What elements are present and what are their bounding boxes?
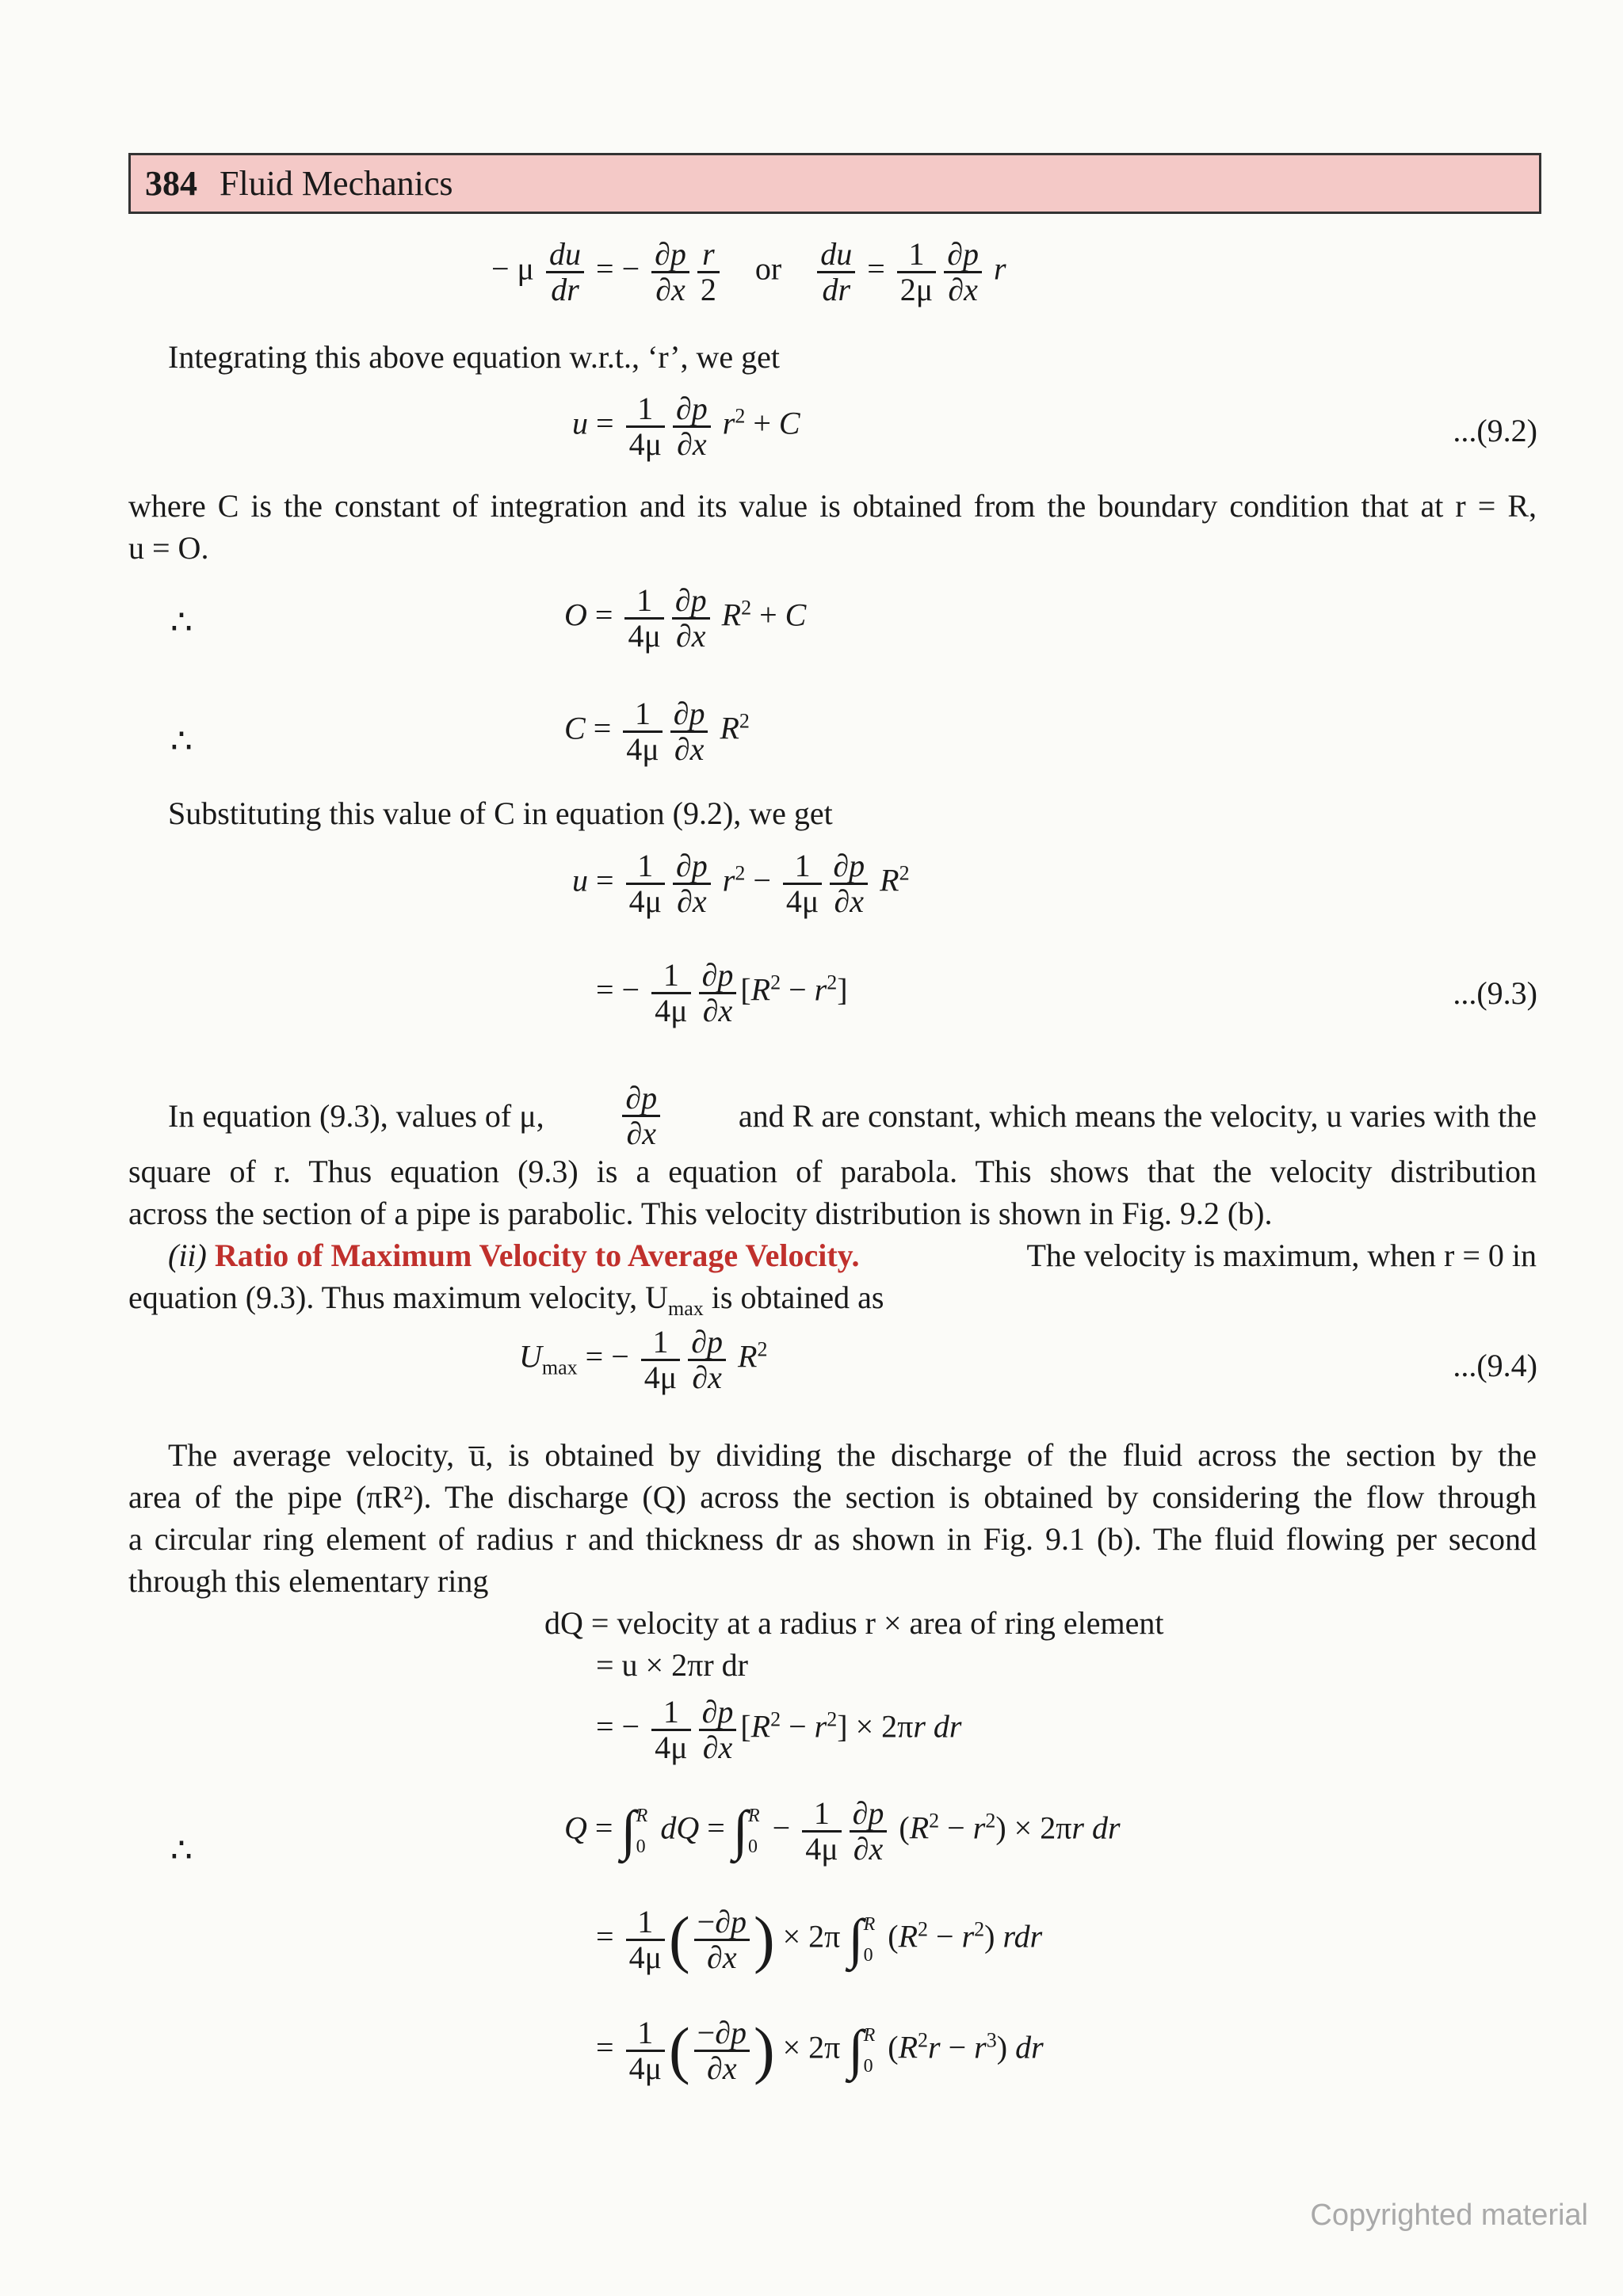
equation-number-9-3: ...(9.3) (1453, 975, 1537, 1011)
text-dq-line1: dQ = velocity at a radius r × area of ring element (544, 1605, 1164, 1641)
text-where-c-line2: u = O. (128, 530, 209, 566)
book-title: Fluid Mechanics (220, 164, 453, 203)
equation-number-9-2: ...(9.2) (1453, 413, 1537, 448)
text-where-c-line1: where C is the constant of integration and its value is obtained from the boundary condition that at r = R, (128, 488, 1537, 524)
equation-9-2: u = $\frac{1}{4\mu}$ $\frac{\partial p}{\partial x}$ $r^2 + C$ (572, 391, 800, 462)
text-ratio-line1 (168, 1234, 1537, 1276)
text-substituting: Substituting this value of C in equation (9.2), we get (168, 795, 833, 831)
page-number: 384 (145, 164, 197, 203)
page-header (128, 153, 1541, 214)
text-ratio-rest: The velocity is maximum, when r = 0 in (1026, 1238, 1537, 1273)
text-avg-line3: a circular ring element of radius r and thickness dr as shown in Fig. 9.1 (b). The fluid flowing per second (128, 1521, 1537, 1557)
equation-dq: = − $\frac{1}{4\mu}$ $\frac{\partial p}{\partial x}$ $[R^2 - r^2] \times 2\pi r$ dr (596, 1694, 962, 1765)
section-heading-ratio: Ratio of Maximum Velocity to Average Velocity. (214, 1238, 860, 1273)
therefore-symbol: ∴ (170, 603, 193, 642)
equation-q-integral: Q = ∫ R 0 dQ = ∫ R 0 − $\frac{1}{4\mu}$ $\frac{\partial p}{\partial x}$ $(R^2 - r^2) \times 2\pi r$ dr (564, 1795, 1121, 1867)
text-avg-line1: The average velocity, u̅, is obtained by dividing the discharge of the fluid across the section by the (168, 1437, 1537, 1473)
copyright-watermark: Copyrighted material (1310, 2199, 1588, 2232)
equation-9-4: $U_{max}$ = − $\frac{1}{4\mu}$ $\frac{\partial p}{\partial x}$ $R^2$ (519, 1324, 768, 1395)
text-integrating: Integrating this above equation w.r.t., ‘r’, we get (168, 339, 780, 375)
equation-number-9-4: ...(9.4) (1453, 1348, 1537, 1383)
text-ratio-num: (ii) (168, 1238, 207, 1273)
therefore-symbol: ∴ (170, 722, 193, 761)
fraction-dp-dx: $\frac{\partial p}{\partial x}$ (622, 1081, 660, 1150)
equation-velocity-expanded: u = $\frac{1}{4\mu}$ $\frac{\partial p}{\partial x}$ $r^2$ − $\frac{1}{4\mu}$ $\frac{\partial p}{\partial x}$ $R^2$ (572, 848, 910, 919)
equation-zero-boundary: O = $\frac{1}{4\mu}$ $\frac{\partial p}{\partial x}$ $R^2 + C$ (564, 582, 807, 654)
equation-shear-relation: − μ $\frac{du}{dr}$ = − $\frac{\partial p}{\partial x}$ $\frac{r}{2}$ or $\frac{du}{dr}$ = $\frac{1}{2\mu}$ $\frac{\partial p}{\partial x}$ r (491, 236, 1006, 307)
equation-q-step1: = $\frac{1}{4\mu}$ ( $\frac{-\partial p}{\partial x}$ ) × 2π ∫ R 0 $(R^2 - r^2)$ rdr (596, 1904, 1043, 1975)
text-square-line2: across the section of a pipe is parabolic. This velocity distribution is shown in Fig. 9.2 (b). (128, 1196, 1273, 1231)
text-avg-line4: through this elementary ring (128, 1563, 489, 1599)
text-square-line1: square of r. Thus equation (9.3) is a equation of parabola. This shows that the velocity distribution (128, 1154, 1537, 1189)
text-ratio-line2-end: is obtained as (703, 1280, 884, 1315)
therefore-symbol: ∴ (170, 1831, 193, 1870)
equation-constant-c: C = $\frac{1}{4\mu}$ $\frac{\partial p}{\partial x}$ $R^2$ (564, 696, 750, 767)
text-ratio-line2 (128, 1276, 884, 1329)
text-ratio-line2-main: equation (9.3). Thus maximum velocity, U (128, 1280, 668, 1315)
equation-q-step2: = $\frac{1}{4\mu}$ ( $\frac{-\partial p}{\partial x}$ ) × 2π ∫ R 0 $(R^2r - r^3)$ dr (596, 2015, 1044, 2086)
text-in-equation-b: and R are constant, which means the velocity, u varies with the (738, 1098, 1537, 1134)
text-in-equation-a: In equation (9.3), values of μ, (168, 1098, 544, 1134)
equation-9-3: = − $\frac{1}{4\mu}$ $\frac{\partial p}{\partial x}$ $[R^2 - r^2]$ (596, 957, 848, 1028)
text-ratio-line2-sub: max (668, 1297, 704, 1320)
text-avg-line2: area of the pipe (πR²). The discharge (Q) across the section is obtained by considering the flow through (128, 1479, 1537, 1515)
text-in-equation (168, 1081, 1537, 1150)
text-dq-line2: = u × 2πr dr (596, 1647, 748, 1683)
